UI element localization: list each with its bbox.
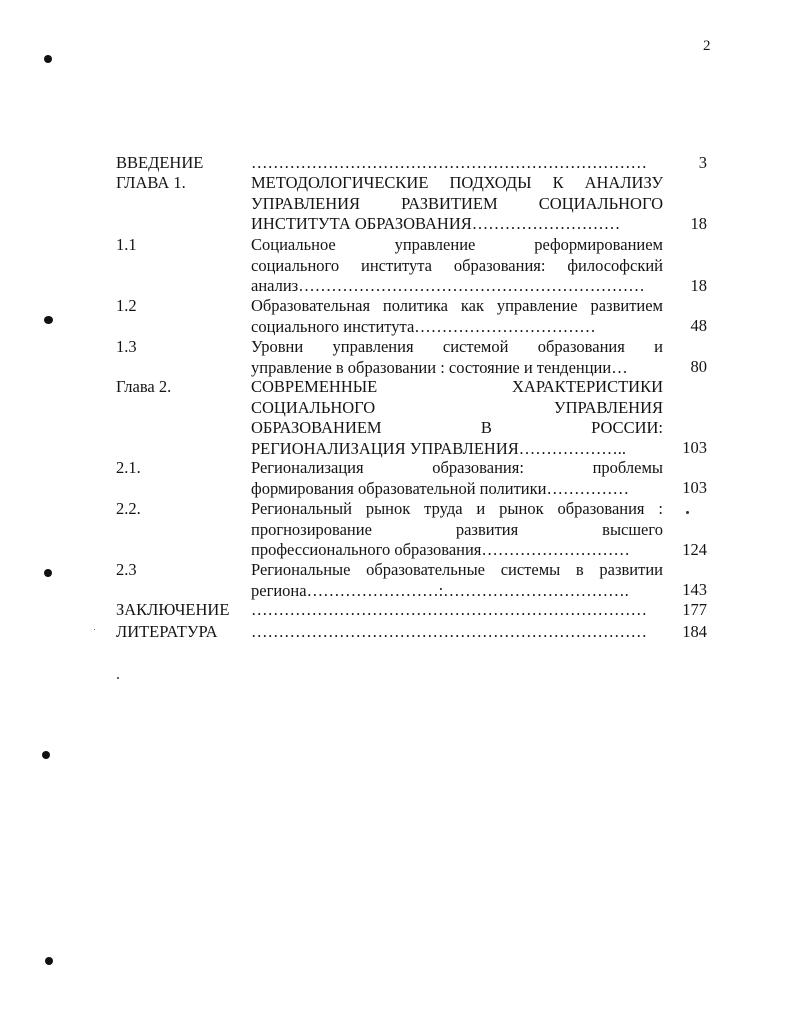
- toc-entry-title: [251, 377, 663, 459]
- toc-entry-page: 143: [682, 580, 707, 599]
- toc-entry-title-line: ИНСТИТУТА ОБРАЗОВАНИЯ………………………: [251, 214, 621, 233]
- toc-entry-title-line: ………………………………………………………………: [251, 622, 647, 641]
- toc-entry-title: [251, 560, 663, 601]
- toc-entry-title-line: анализ………………………………………………………: [251, 276, 645, 295]
- toc-entry-title-line: РЕГИОНАЛИЗАЦИЯ УПРАВЛЕНИЯ………………..: [251, 438, 627, 458]
- toc-entry-title: [251, 173, 663, 235]
- toc-entry-title-line: прогнозирование развития высшего: [251, 519, 663, 539]
- toc-entry-page: 80: [690, 357, 707, 376]
- toc-entry-page: 184: [682, 622, 707, 641]
- toc-entry-title: [251, 600, 663, 621]
- toc-entry-title-line: профессионального образования………………………: [251, 540, 630, 559]
- toc-entry-number: ЗАКЛЮЧЕНИЕ: [116, 600, 230, 619]
- toc-entry-title-line: региона……………………:…………………………….: [251, 580, 629, 600]
- toc-entry-title: [251, 622, 663, 643]
- toc-entry-title-line: МЕТОДОЛОГИЧЕСКИЕ ПОДХОДЫ К АНАЛИЗУ: [251, 173, 663, 192]
- toc-entry-number: Глава 2.: [116, 377, 172, 396]
- toc-entry-number: 1.2: [116, 296, 137, 315]
- toc-entry-title-line: ………………………………………………………………: [251, 600, 647, 619]
- toc-entry-title-line: Региональные образовательные системы в развитии: [251, 560, 663, 579]
- toc-entry-title-line: СОВРЕМЕННЫЕ ХАРАКТЕРИСТИКИ: [251, 377, 663, 396]
- toc-entry-title-line: Социальное управление реформированием: [251, 235, 663, 254]
- toc-entry-number: 2.3: [116, 560, 137, 579]
- toc-entry-number: 2.2.: [116, 499, 141, 518]
- toc-entry-page: 3: [698, 153, 707, 172]
- toc-entry-number: ЛИТЕРАТУРА: [116, 622, 218, 641]
- toc-entry-title-line: ОБРАЗОВАНИЕМ В РОССИИ:: [251, 418, 663, 437]
- toc-entry-title-line: управление в образовании : состояние и тенденции…: [251, 357, 628, 377]
- toc-entry-title-line: УПРАВЛЕНИЯ РАЗВИТИЕМ СОЦИАЛЬНОГО: [251, 193, 663, 213]
- page-number: 2: [703, 38, 711, 54]
- toc-entry-page: 177: [682, 600, 707, 619]
- toc-entry-title-line: социального института образования: философский: [251, 255, 663, 275]
- toc-entry-title: [251, 499, 663, 561]
- toc-entry-title-line: Регионализация образования: проблемы: [251, 458, 663, 477]
- toc-entry-number: 1.1: [116, 235, 137, 254]
- toc-entry-title-line: ………………………………………………………………: [251, 153, 647, 172]
- toc-entry-page: 103: [682, 478, 707, 497]
- toc-entry-number: ВВЕДЕНИЕ: [116, 153, 204, 172]
- toc-entry-title-line: формирования образовательной политики……………: [251, 478, 629, 498]
- toc-entry-page: 18: [690, 214, 707, 233]
- toc-entry-page: 103: [682, 438, 707, 457]
- toc-entry-title-line: Региональный рынок труда и рынок образования :: [251, 499, 663, 518]
- toc-entry-title-line: Уровни управления системой образования и: [251, 337, 663, 356]
- toc-entry-title: [251, 235, 663, 297]
- toc-entry-title-line: СОЦИАЛЬНОГО УПРАВЛЕНИЯ: [251, 397, 663, 417]
- toc-entry-title: [251, 296, 663, 337]
- toc-entry-page: 18: [690, 276, 707, 295]
- toc-entry-page: 48: [690, 316, 707, 335]
- toc-entry-title-line: социального института……………………………: [251, 316, 596, 336]
- toc-entry-number: 1.3: [116, 337, 137, 356]
- toc-entry-title: [251, 458, 663, 499]
- toc-entry-number: 2.1.: [116, 458, 141, 477]
- toc-entry-page: 124: [682, 540, 707, 559]
- toc-entry-title: [251, 337, 663, 378]
- toc-entry-number: ГЛАВА 1.: [116, 173, 186, 192]
- toc-entry-title-line: Образовательная политика как управление развитием: [251, 296, 663, 315]
- toc-entry-title: [251, 153, 663, 174]
